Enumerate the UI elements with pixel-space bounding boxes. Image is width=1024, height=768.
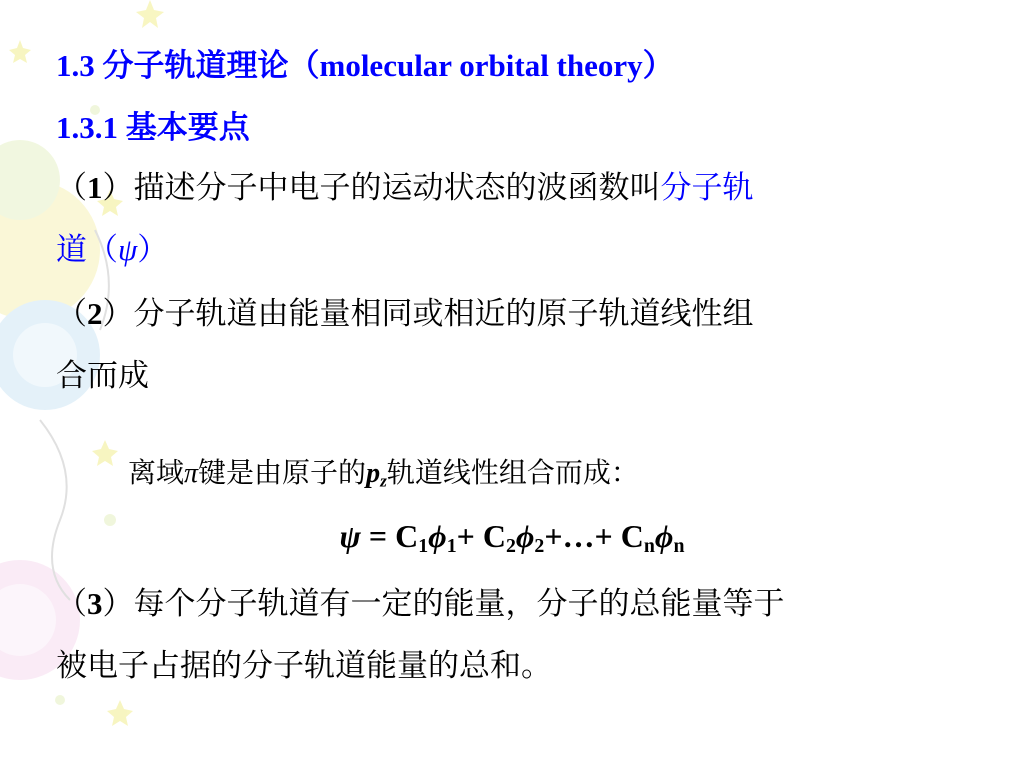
section-heading bbox=[56, 46, 994, 86]
eq-sub-2: 2 bbox=[505, 534, 516, 557]
eq-plus-c2: + C bbox=[456, 518, 506, 554]
point-2-number: 2 bbox=[87, 296, 103, 331]
delocalized-pi-note bbox=[128, 453, 994, 494]
point-1-term-part2: 道（ bbox=[56, 232, 118, 268]
heading-paren-open: （ bbox=[288, 48, 320, 84]
point-2-text-line-1: 分子轨道由能量相同或相近的原子轨道线性组 bbox=[133, 296, 754, 332]
point-3-line-2 bbox=[56, 646, 994, 686]
eq-equals-c: = C bbox=[360, 518, 419, 554]
point-1-text: 描述分子中电子的运动状态的波函数叫 bbox=[133, 170, 661, 206]
point-2-line-2 bbox=[56, 356, 994, 396]
heading-paren-close: ） bbox=[642, 48, 674, 84]
point-1-term-part1: 分子轨 bbox=[660, 170, 754, 206]
eq-psi: ψ bbox=[339, 518, 361, 554]
pi-symbol: π bbox=[184, 458, 199, 489]
eq-sub-1b: 1 bbox=[446, 534, 457, 557]
point-1-number: 1 bbox=[87, 170, 103, 205]
point-1-paren-close: ） bbox=[102, 170, 134, 206]
heading-title-en: molecular orbital theory bbox=[319, 48, 643, 83]
note-part-3: 轨道线性组合而成： bbox=[386, 456, 639, 489]
eq-phi-n: ϕ bbox=[654, 518, 674, 554]
point-2-paren-open: （ bbox=[56, 296, 87, 332]
point-1-term-close: ） bbox=[137, 232, 169, 268]
subheading-title-cn: 基本要点 bbox=[125, 110, 250, 146]
subsection-heading bbox=[56, 108, 994, 148]
z-subscript: z bbox=[380, 471, 387, 491]
point-3-text-line-1: 每个分子轨道有一定的能量，分子的总能量等于 bbox=[133, 586, 785, 622]
point-2-text-line-2: 合而成 bbox=[56, 358, 149, 394]
point-3-line-1 bbox=[56, 584, 994, 624]
eq-phi-2: ϕ bbox=[515, 518, 535, 554]
heading-section-number: 1.3 bbox=[56, 48, 95, 83]
p-orbital-symbol: p bbox=[366, 458, 381, 489]
point-1-line-2 bbox=[56, 230, 994, 270]
subheading-section-number: 1.3.1 bbox=[56, 110, 118, 145]
point-2-paren-close: ） bbox=[102, 296, 134, 332]
point-3-paren-close: ） bbox=[102, 586, 134, 622]
note-part-1: 离域 bbox=[128, 456, 185, 489]
heading-title-cn: 分子轨道理论 bbox=[102, 48, 289, 84]
point-1-line-1 bbox=[56, 168, 994, 208]
eq-sub-nb: n bbox=[673, 534, 685, 557]
eq-phi-1: ϕ bbox=[428, 518, 447, 554]
note-part-2: 键是由原子的 bbox=[198, 456, 367, 489]
eq-sub-1: 1 bbox=[418, 534, 429, 557]
point-2-line-1 bbox=[56, 294, 994, 334]
eq-sub-2b: 2 bbox=[534, 534, 545, 557]
eq-rest: +…+ C bbox=[544, 518, 644, 554]
point-3-text-line-2: 被电子占据的分子轨道能量的总和。 bbox=[56, 648, 552, 684]
psi-symbol: ψ bbox=[118, 232, 138, 267]
point-1-paren-open: （ bbox=[56, 170, 87, 206]
eq-sub-n: n bbox=[643, 534, 655, 557]
point-3-number: 3 bbox=[87, 586, 103, 621]
point-3-paren-open: （ bbox=[56, 586, 87, 622]
lcao-equation bbox=[0, 516, 1024, 556]
